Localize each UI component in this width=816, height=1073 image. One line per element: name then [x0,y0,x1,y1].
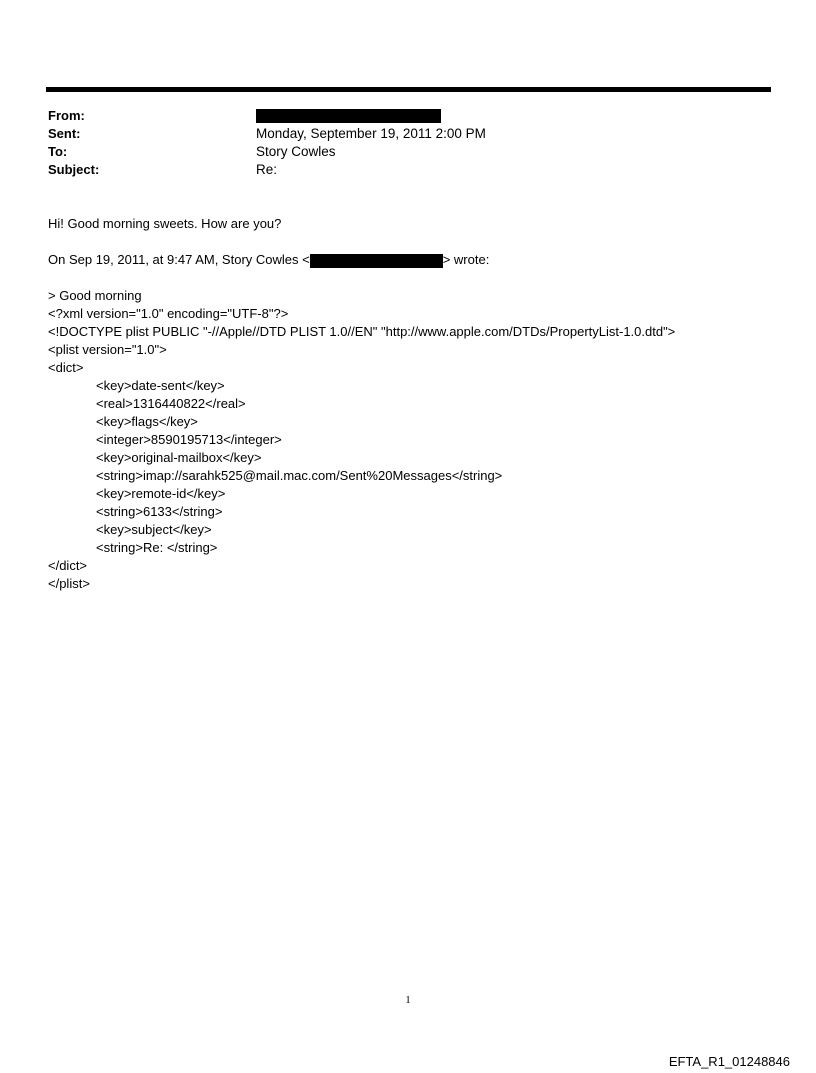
quote-intro-line [48,251,489,269]
page-number: 1 [405,994,411,1006]
quoted-line: > Good morning [48,288,142,303]
closing-line: </plist> [48,576,90,591]
quote-intro-after: > wrote: [442,252,490,267]
quoted-line: <plist version="1.0"> [48,342,167,357]
dict-line: <key>subject</key> [96,522,212,537]
from-value-redacted [256,107,441,125]
header-rule [46,87,771,92]
quoted-line: <!DOCTYPE plist PUBLIC "-//Apple//DTD PLIST 1.0//EN" "http://www.apple.com/DTDs/PropertyList-1.0.dtd"> [48,324,676,339]
dict-line: <string>6133</string> [96,504,223,519]
greeting-line: Hi! Good morning sweets. How are you? [48,216,282,231]
quoted-line: <dict> [48,360,84,375]
sent-value: Monday, September 19, 2011 2:00 PM [256,126,486,141]
dict-line: <key>date-sent</key> [96,378,225,393]
to-value: Story Cowles [256,144,336,159]
dict-line: <integer>8590195713</integer> [96,432,282,447]
redaction-bar [310,254,443,268]
redaction-bar [256,109,441,123]
dict-line: <string>Re: </string> [96,540,218,555]
subject-label: Subject: [48,162,100,177]
dict-line: <key>original-mailbox</key> [96,450,262,465]
subject-value: Re: [256,162,278,177]
dict-line: <key>flags</key> [96,414,198,429]
dict-line: <real>1316440822</real> [96,396,246,411]
from-label: From: [48,108,85,123]
document-id: EFTA_R1_01248846 [668,1054,790,1069]
quoted-line: <?xml version="1.0" encoding="UTF-8"?> [48,306,289,321]
to-label: To: [48,144,68,159]
sent-label: Sent: [48,126,81,141]
dict-line: <key>remote-id</key> [96,486,226,501]
quote-intro-before: On Sep 19, 2011, at 9:47 AM, Story Cowles < [48,252,310,267]
dict-line: <string>imap://sarahk525@mail.mac.com/Sent%20Messages</string> [96,468,503,483]
closing-line: </dict> [48,558,88,573]
